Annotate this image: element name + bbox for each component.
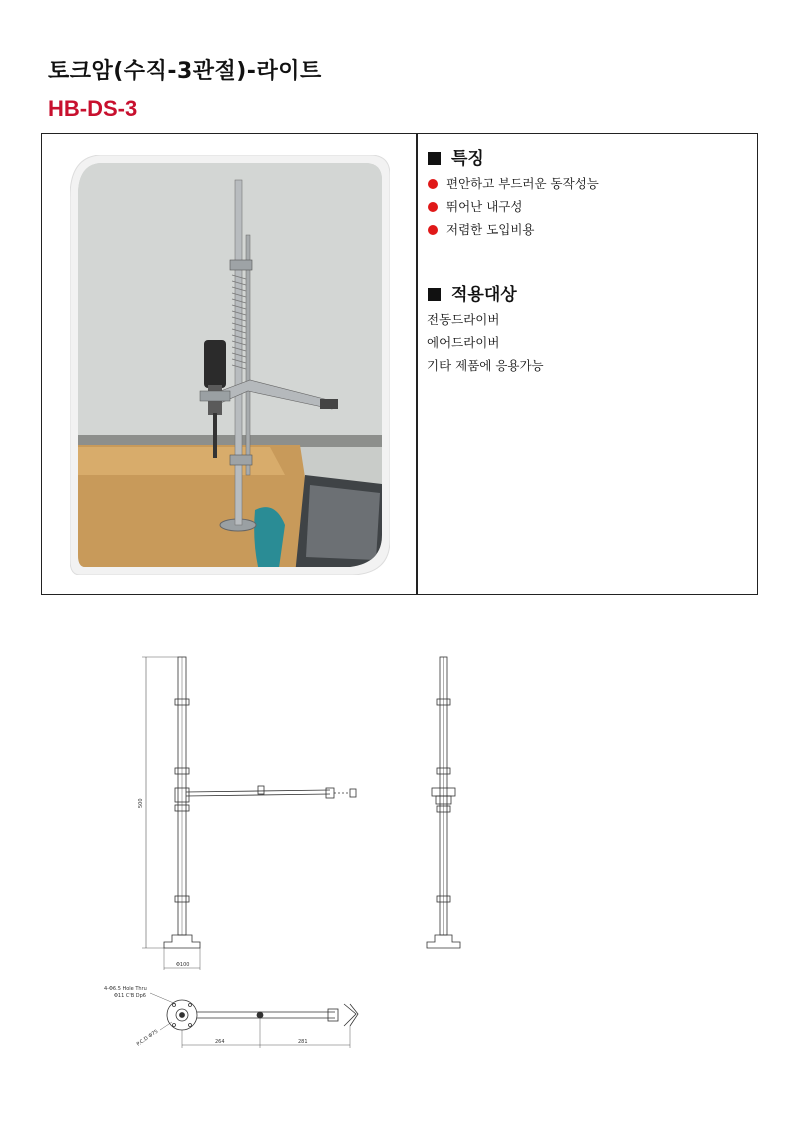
feature-item: 편안하고 부드러운 동작성능 (428, 174, 599, 192)
page-title: 토크암(수직-3관절)-라이트 (48, 59, 322, 84)
technical-drawing (0, 600, 800, 1120)
arm2-dimension: 281 (298, 1039, 308, 1045)
red-dot-icon (428, 179, 438, 189)
features-heading: 특징 (428, 144, 484, 169)
spec-box-divider (416, 133, 418, 595)
model-number: HB-DS-3 (48, 96, 138, 121)
top-view (150, 993, 358, 1048)
hole-note-1: 4-Φ6.5 Hole Thru (104, 986, 147, 992)
application-item: 전동드라이버 (427, 312, 500, 327)
application-item: 기타 제품에 응용가능 (427, 358, 544, 373)
side-view (427, 657, 460, 948)
applications-heading: 적용대상 (428, 280, 517, 305)
feature-item: 뛰어난 내구성 (428, 197, 522, 215)
application-item: 에어드라이버 (427, 335, 500, 350)
feature-item: 저렴한 도입비용 (428, 220, 535, 238)
front-view (142, 657, 356, 970)
product-photo (70, 155, 390, 575)
square-bullet-icon (428, 152, 441, 165)
pcd-note: P.C.D Φ75 (135, 1028, 160, 1048)
red-dot-icon (428, 225, 438, 235)
height-dimension: 500 (138, 798, 144, 808)
hole-note-2: Φ11 C'B Dp6 (114, 993, 146, 999)
arm1-dimension: 264 (215, 1039, 225, 1045)
base-dimension: Φ100 (176, 962, 190, 968)
red-dot-icon (428, 202, 438, 212)
square-bullet-icon (428, 288, 441, 301)
